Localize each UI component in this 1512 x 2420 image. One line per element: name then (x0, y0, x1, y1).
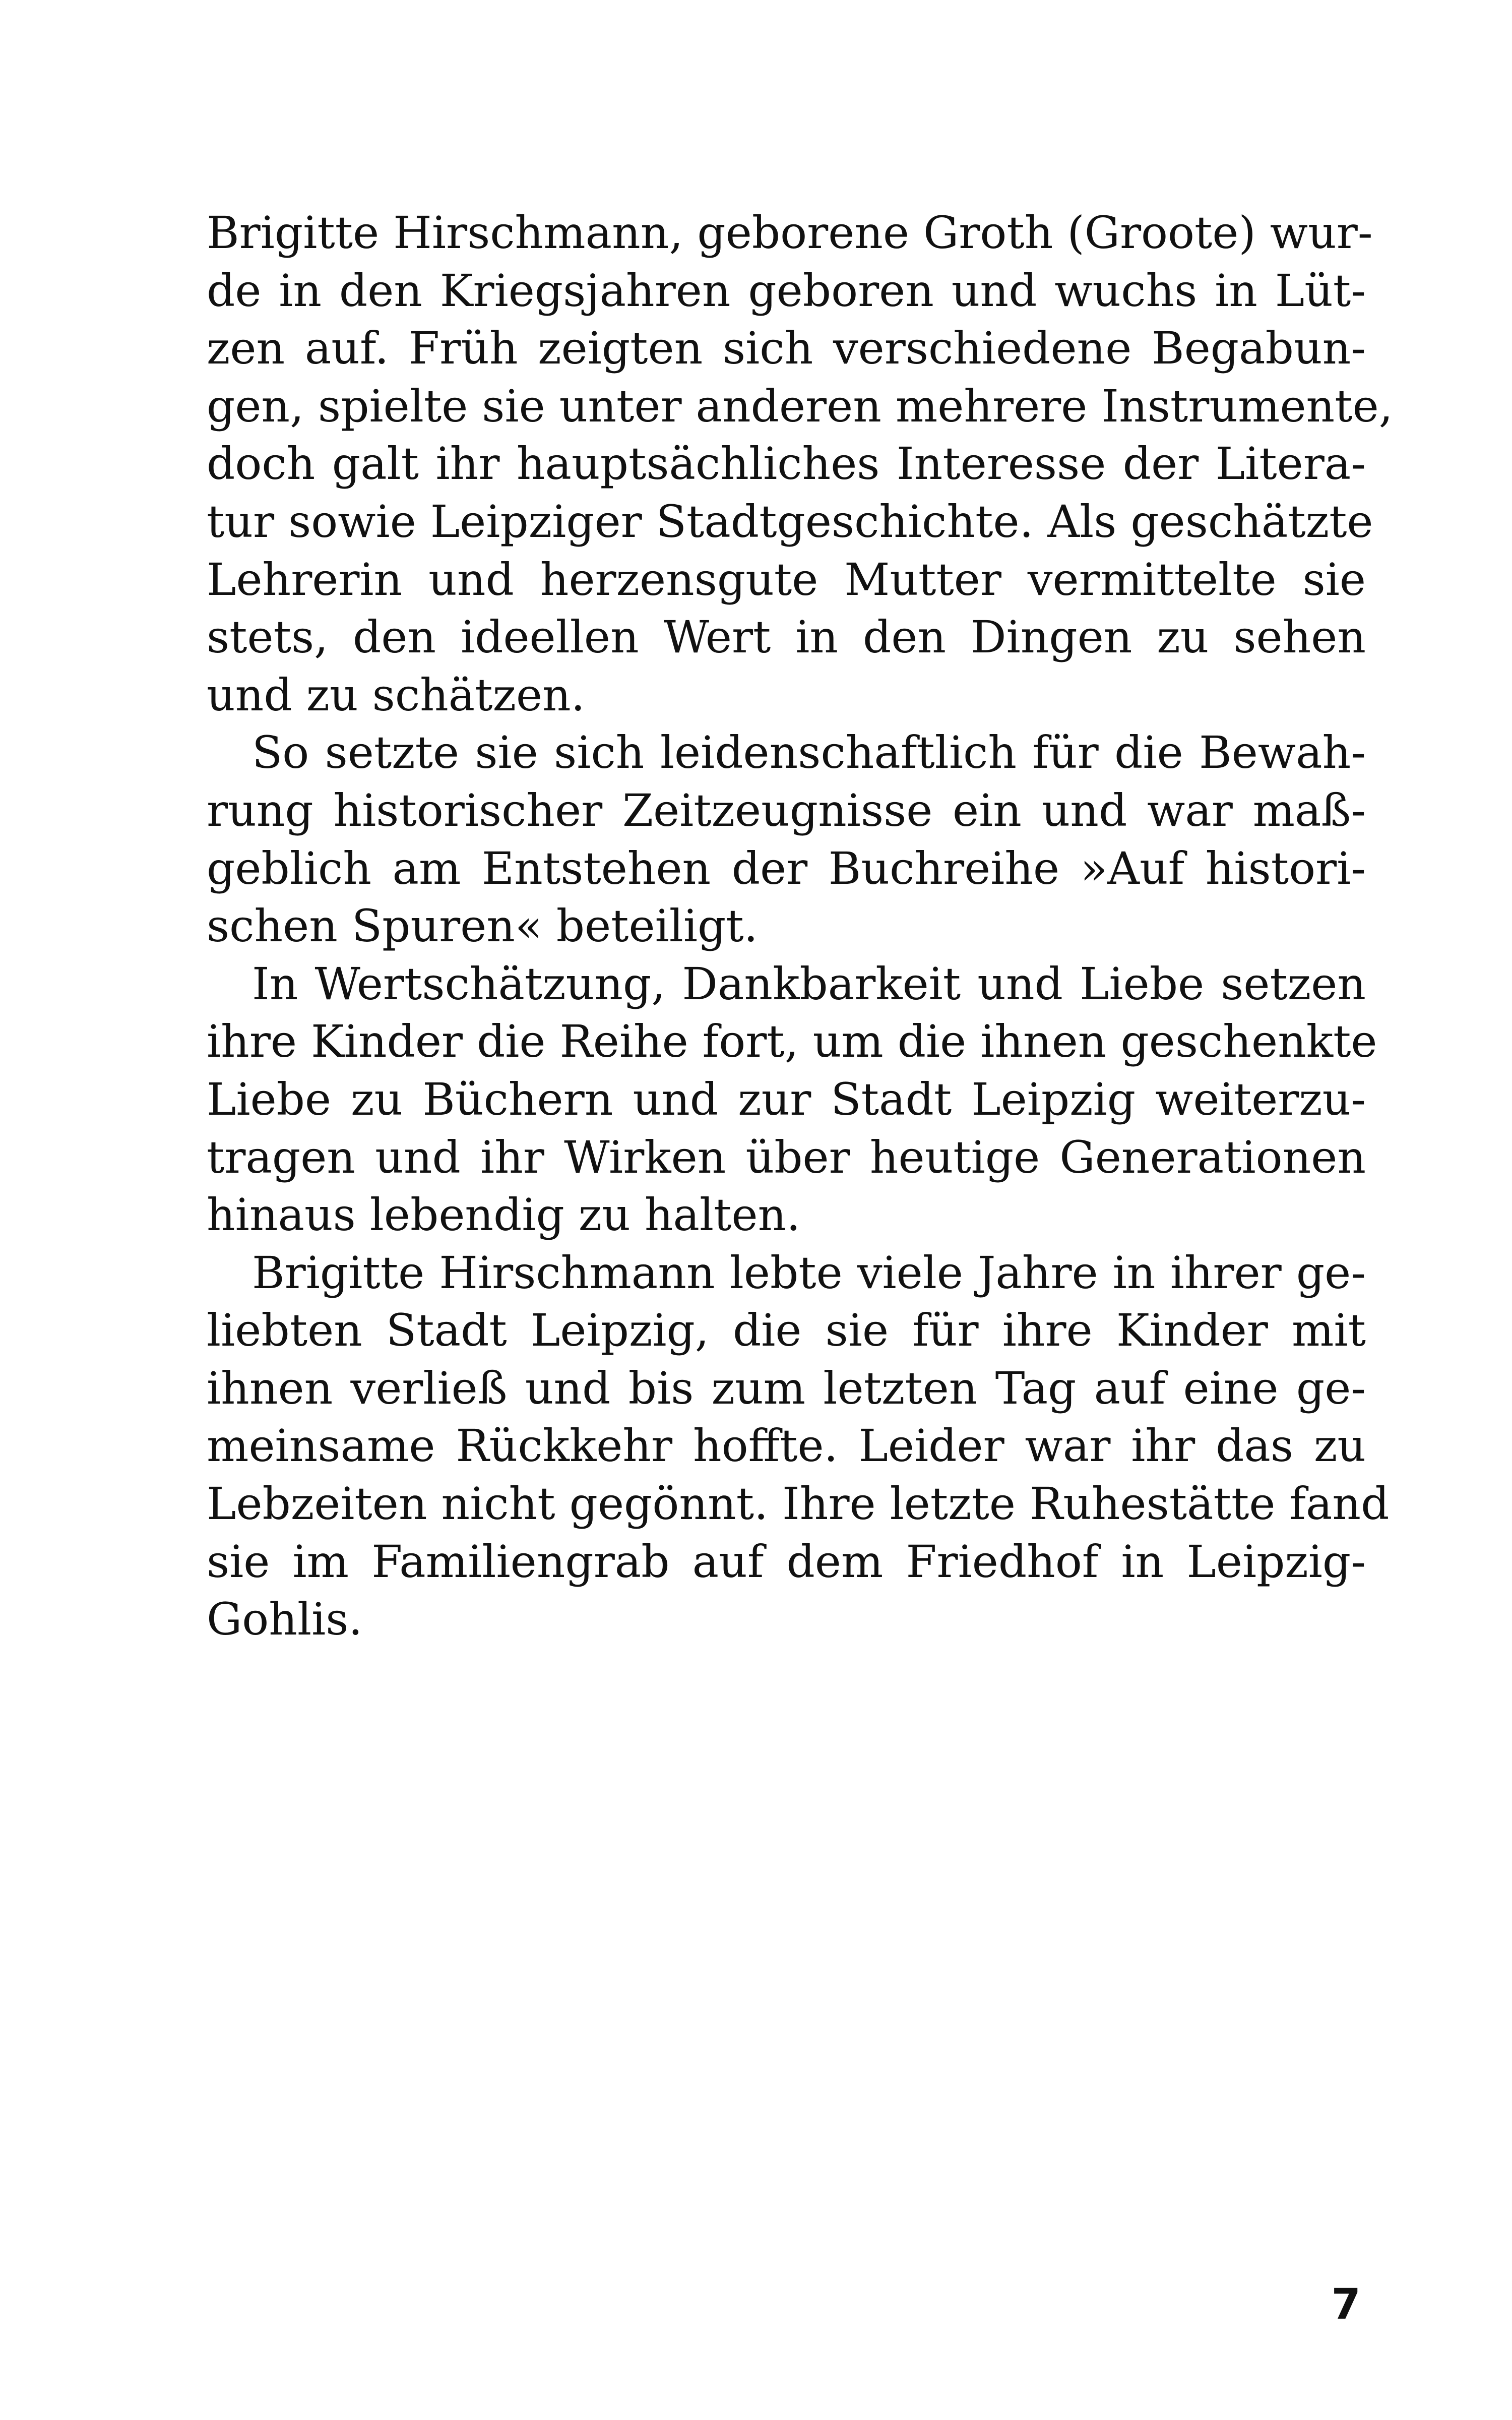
paragraph-3 (207, 955, 1377, 1244)
text-line: geblich am Entstehen der Buchreihe »Auf histori- (207, 842, 1366, 894)
text-line: ihnen verließ und bis zum letzten Tag auf eine ge- (207, 1362, 1366, 1414)
text-line: In Wertschätzung, Dankbarkeit und Liebe setzen (252, 957, 1366, 1010)
text-line: Gohlis. (207, 1593, 363, 1646)
text-line: gen, spielte sie unter anderen mehrere Instrumente, (207, 380, 1393, 432)
text-line: de in den Kriegsjahren geboren und wuchs in Lüt- (207, 264, 1366, 317)
text-line: zen auf. Früh zeigten sich verschiedene Begabun- (207, 322, 1366, 375)
body-text (207, 204, 1393, 1649)
text-line: Liebe zu Büchern und zur Stadt Leipzig weiterzu- (207, 1073, 1366, 1125)
text-line: Lehrerin und herzensgute Mutter vermittelte sie (207, 553, 1366, 606)
text-line: stets, den ideellen Wert in den Dingen zu sehen (207, 611, 1366, 663)
text-line: Brigitte Hirschmann lebte viele Jahre in ihrer ge- (252, 1246, 1366, 1299)
paragraph-1 (207, 204, 1393, 724)
text-line: tur sowie Leipziger Stadtgeschichte. Als geschätzte (207, 495, 1373, 548)
text-line: und zu schätzen. (207, 669, 585, 721)
text-line: liebten Stadt Leipzig, die sie für ihre Kinder mit (207, 1304, 1366, 1357)
text-line: Lebzeiten nicht gegönnt. Ihre letzte Ruhestätte fand (207, 1478, 1390, 1530)
text-line: rung historischer Zeitzeugnisse ein und war maß- (207, 784, 1366, 836)
text-line: sie im Familiengrab auf dem Friedhof in Leipzig- (207, 1535, 1366, 1588)
paragraph-4 (207, 1244, 1390, 1649)
page-number: 7 (1331, 2279, 1361, 2329)
paragraph-2 (207, 724, 1366, 955)
text-line: doch galt ihr hauptsächliches Interesse der Litera- (207, 438, 1366, 490)
text-line: meinsame Rückkehr hoffte. Leider war ihr das zu (207, 1420, 1366, 1472)
text-line: schen Spuren« beteiligt. (207, 900, 758, 952)
text-line: ihre Kinder die Reihe fort, um die ihnen geschenkte (207, 1015, 1377, 1068)
text-line: hinaus lebendig zu halten. (207, 1189, 801, 1241)
text-line: Brigitte Hirschmann, geborene Groth (Groote) wur- (207, 207, 1373, 259)
text-line: tragen und ihr Wirken über heutige Generationen (207, 1131, 1366, 1183)
text-line: So setzte sie sich leidenschaftlich für die Bewah- (252, 727, 1366, 779)
